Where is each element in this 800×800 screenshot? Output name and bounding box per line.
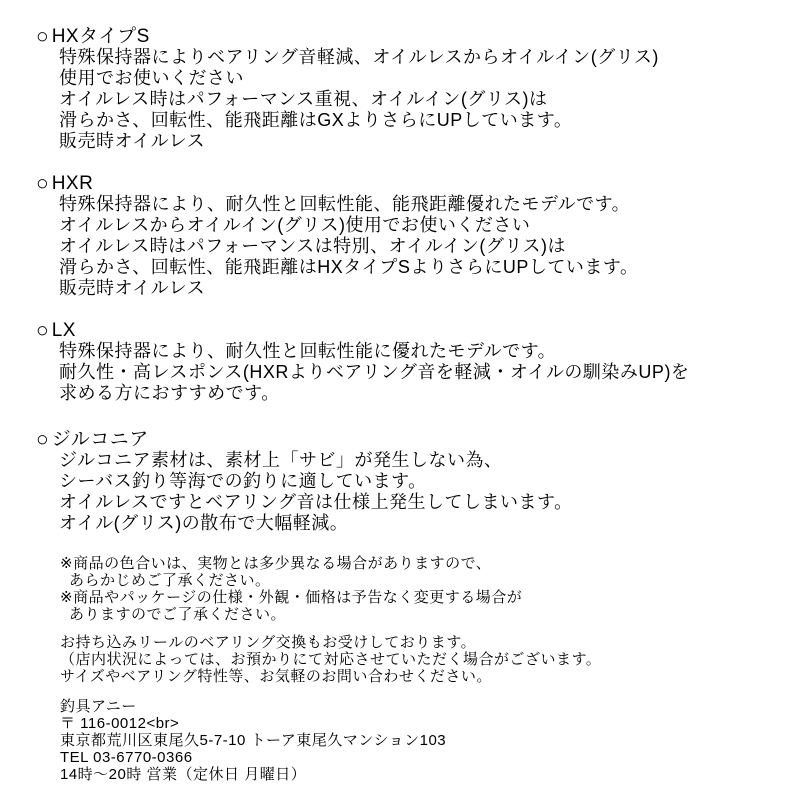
- text-line: 滑らかさ、回転性、能飛距離はGXよりさらにUPしています。: [59, 110, 573, 130]
- shop-info-block: [60, 698, 780, 783]
- section-lx: [36, 320, 780, 404]
- text-line: ジルコニア素材は、素材上「サビ」が発生しない為、: [59, 450, 503, 470]
- shop-business-hours: 14時～20時 営業（定休日 月曜日）: [60, 766, 307, 783]
- section-title: HXタイプS: [51, 26, 150, 47]
- circle-bullet-icon: ○: [36, 428, 49, 451]
- shop-address: 東京都荒川区東尾久5-7-10 トーア東尾久マンション103: [60, 732, 447, 749]
- text-line: オイル(グリス)の散布で大幅軽減。: [59, 513, 349, 533]
- text-line: 求める方におすすめです。: [59, 383, 280, 403]
- section-zirconia: [36, 429, 780, 534]
- text-line: シーバス釣り等海での釣りに適しています。: [59, 471, 427, 491]
- note-line: ※商品やパッケージの仕様・外観・価格は予告なく変更する場合が: [60, 589, 523, 606]
- text-line: オイルレス時はパフォーマンス重視、オイルイン(グリス)は: [59, 89, 548, 109]
- text-line: 販売時オイルレス: [59, 278, 206, 298]
- product-description-document: [36, 26, 780, 783]
- section-heading: [36, 429, 780, 450]
- text-line: 耐久性・高レスポンス(HXRよりベアリング音を軽減・オイルの馴染みUP)を: [59, 362, 690, 382]
- note-line: ※商品の色合いは、実物とは多少異なる場合がありますので、: [60, 555, 492, 572]
- text-line: オイルレスですとベアリング音は仕様上発生してしまいます。: [59, 492, 573, 512]
- section-hxr: [36, 173, 780, 299]
- section-heading: [36, 173, 780, 194]
- shop-name: 釣具アニー: [60, 698, 137, 715]
- disclaimer-notes-block: [60, 555, 780, 623]
- section-title: ジルコニア: [51, 429, 149, 450]
- section-hx-type-s: [36, 26, 780, 152]
- service-info-block: [60, 634, 780, 685]
- section-body: [36, 47, 780, 152]
- note-line: あらかじめご了承ください。: [69, 572, 271, 589]
- shop-telephone: TEL 03-6770-0366: [60, 749, 193, 766]
- section-heading: [36, 26, 780, 47]
- text-line: 特殊保持器により、耐久性と回転性能、能飛距離優れたモデルです。: [59, 194, 631, 214]
- section-body: [36, 450, 780, 534]
- text-line: 滑らかさ、回転性、能飛距離はHXタイプSよりさらにUPしています。: [59, 257, 639, 277]
- text-line: オイルレス時はパフォーマンスは特別、オイルイン(グリス)は: [59, 236, 566, 256]
- section-heading: [36, 320, 780, 341]
- section-title: LX: [51, 320, 76, 341]
- section-body: [36, 194, 780, 299]
- text-line: 使用でお使いください: [59, 68, 244, 88]
- section-body: [36, 341, 780, 404]
- service-line: お持ち込みリールのベアリング交換もお受けしております。: [60, 634, 477, 651]
- text-line: オイルレスからオイルイン(グリス)使用でお使いください: [59, 215, 531, 235]
- shop-postal-code: 〒 116-0012<br>: [60, 715, 180, 732]
- section-title: HXR: [51, 173, 94, 194]
- circle-bullet-icon: ○: [36, 319, 49, 342]
- text-line: 販売時オイルレス: [59, 131, 206, 151]
- note-line: ありますのでご了承ください。: [69, 606, 287, 623]
- text-line: 特殊保持器により、耐久性と回転性能に優れたモデルです。: [59, 341, 557, 361]
- service-line: サイズやベアリング特性等、お気軽のお問い合わせください。: [60, 668, 492, 685]
- text-line: 特殊保持器によりベアリング音軽減、オイルレスからオイルイン(グリス): [59, 47, 659, 67]
- circle-bullet-icon: ○: [36, 25, 49, 48]
- circle-bullet-icon: ○: [36, 172, 49, 195]
- service-line: （店内状況によっては、お預かりにて対応させていただく場合がございます。: [60, 651, 602, 668]
